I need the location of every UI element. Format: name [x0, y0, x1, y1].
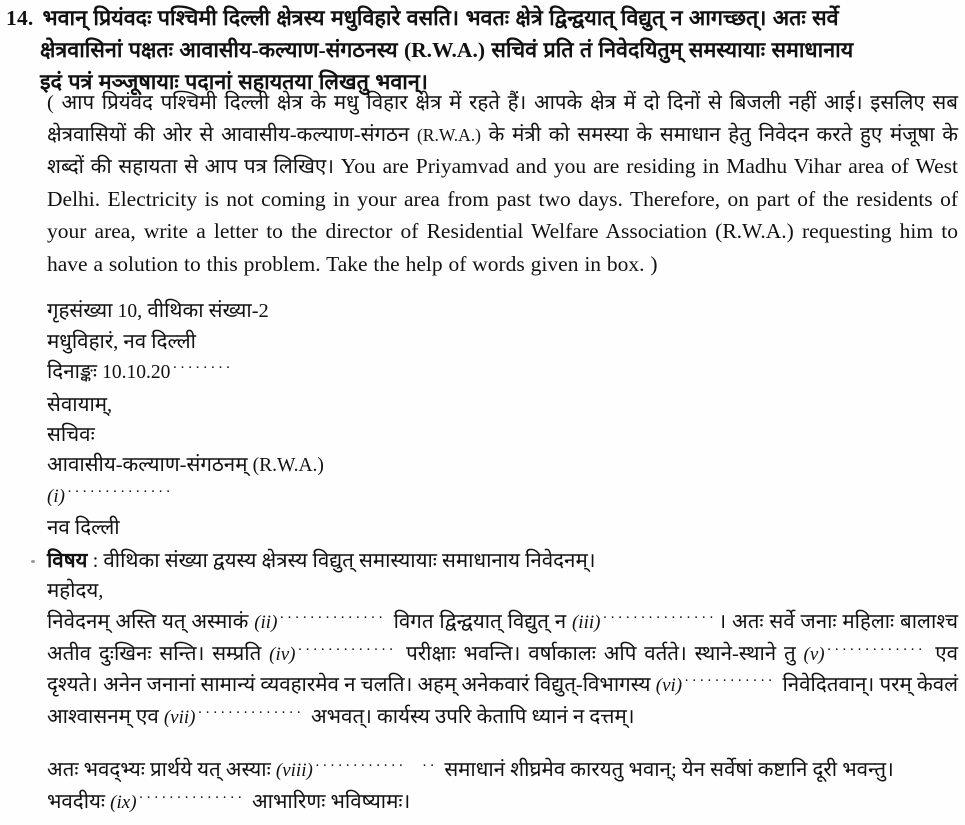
- question-first-line: [6, 2, 959, 34]
- question-block: [6, 2, 959, 98]
- blank-vii-label: (vii): [163, 706, 196, 728]
- blank-iv-label: (iv): [269, 643, 296, 665]
- blank-ii-label: (ii): [254, 612, 278, 633]
- blank-ix-label: (ix): [110, 792, 137, 813]
- letter-closing: [47, 755, 958, 819]
- closing-request-post: समाधानं शीघ्रमेव कारयतु भवान्; येन सर्वेषां कष्टानि दूरी भवन्तु।: [439, 759, 894, 781]
- rwa-abbreviation-hindi: (R.W.A.): [416, 124, 481, 145]
- blank-iii-dots: ···············: [602, 610, 717, 626]
- letter-body: [47, 296, 958, 606]
- body-segment-5: एव दृश्यते। अनेन जनानां सामान्यं व्यवहारमेव न चलति। अहम् अनेकवारं विद्युत्-विभागस्य: [47, 642, 958, 696]
- translation-paragraph: [47, 88, 958, 281]
- date-value: 10.10.20: [102, 362, 171, 384]
- recipient-organization: [47, 450, 958, 481]
- body-segment-1: निवेदनम् अस्ति यत् अस्माकं: [47, 611, 255, 633]
- sender-address-line-2: मधुविहारं, नव दिल्ली: [47, 331, 196, 354]
- blank-viii-extra-dots: ··: [421, 758, 438, 774]
- letter-main-paragraph: [47, 608, 958, 734]
- recipient-organization-name: आवासीय-कल्याण-संगठनम्: [47, 454, 253, 477]
- letter-salutation-to: सेवायाम्,: [47, 393, 113, 416]
- sign-off-line: [47, 787, 958, 819]
- question-number: 14.: [6, 6, 34, 30]
- blank-viii-dots: ············: [314, 758, 406, 774]
- blank-v-label: (v): [803, 643, 825, 665]
- sender-address-line-1: [47, 296, 958, 327]
- sanskrit-prompt-line-2b: सचिवं प्रति तं निवेदयितुम् समस्यायाः समाधानाय: [485, 38, 854, 62]
- house-number-value: 10: [117, 301, 138, 322]
- body-segment-3: । अतः सर्वे जनाः महिलाः बालाश्च अतीव दुःखिनः सन्ति। सम्प्रति: [47, 611, 958, 665]
- closing-request-pre: अतः भवद्भ्यः प्रार्थये यत् अस्याः: [47, 759, 276, 781]
- body-segment-4: परीक्षाः भवन्ति। वर्षाकालः अपि वर्तते। स्थाने-स्थाने तु: [398, 642, 804, 665]
- blank-iv-dots: ·············: [297, 641, 397, 658]
- recipient-role: सचिवः: [47, 423, 95, 446]
- blank-i-dots: ··············: [66, 484, 174, 501]
- sign-off-pre: भवदीयः: [47, 791, 111, 813]
- closing-request-line: [47, 755, 958, 787]
- blank-vi-label: (vi): [655, 675, 683, 696]
- body-segment-2: विगत द्विन्द्वयात् विद्युत् न: [387, 611, 572, 633]
- sanskrit-prompt-line-2a: क्षेत्रवासिनां पक्षतः आवासीय-कल्याण-संगठनस्य: [40, 38, 404, 62]
- subject-label: विषय: [47, 549, 88, 572]
- sanskrit-prompt-line-3: इदं पत्रं मञ्जूषायाः पदानां सहायतया लिखतु भवान्।: [40, 70, 428, 94]
- blank-ii-dots: ··············: [279, 610, 386, 626]
- body-segment-6: निवेदितवान्। परम् केवलं आश्वासनम् एव: [47, 674, 958, 728]
- hindi-translation-rest: के मंत्री को समस्या के समाधान हेतु निवेदन करते हुए मंजूषा के शब्दों की सहायता से आप पत्र लिखिए।: [47, 123, 959, 178]
- hindi-translation-open: ( आप प्रियंवद पश्चिमी दिल्ली क्षेत्र के मधु विहार क्षेत्र में रहते हैं। आपके क्षेत्र में दो दिनों से बिजली नहीं आई। इसलिए सब क्षेत्रवासियों की ओर से आवासीय-कल्याण-संगठन: [47, 92, 958, 146]
- blank-vii-dots: ··············: [197, 704, 304, 721]
- sign-off-post: आभारिणः भविष्यामः।: [246, 791, 411, 813]
- street-number: , वीथिका संख्या-2: [137, 300, 269, 322]
- date-line: [47, 357, 958, 389]
- subject-line: [47, 546, 958, 576]
- subject-text: वीथिका संख्या द्वयस्य क्षेत्रस्य विद्युत् समास्यायाः समाधानाय निवेदनम्।: [103, 549, 596, 572]
- sanskrit-prompt-line-2: [6, 34, 959, 66]
- blank-i-label: (i): [47, 486, 65, 508]
- blank-ix-dots: ··············: [138, 790, 245, 806]
- blank-vi-dots: ············: [684, 673, 776, 689]
- blank-v-dots: ·············: [826, 641, 926, 658]
- house-number-label: गृहसंख्या: [47, 300, 118, 322]
- blank-viii-label: (viii): [275, 760, 313, 781]
- subject-separator: :: [87, 549, 104, 572]
- rwa-abbreviation-recipient: (R.W.A.): [252, 455, 324, 477]
- sanskrit-prompt-line-1: भवान् प्रियंवदः पश्चिमी दिल्ली क्षेत्रस्य मधुविहारे वसति। भवतः क्षेत्रे द्विन्द्वयात् विद्युत् न आगच्छत्। अतः सर्वे: [42, 6, 839, 30]
- scan-speck: [31, 560, 35, 563]
- date-label: दिनाङ्कः: [47, 361, 103, 384]
- letter-greeting: महोदय,: [47, 579, 104, 602]
- body-segment-7: अभवत्। कार्यस्य उपरि केतापि ध्यानं न दत्तम्।: [305, 705, 635, 728]
- english-translation: You are Priyamvad and you are residing in Madhu Vihar area of West Delhi. Electricity is not coming in your area from past two days. Therefore, on part of the residents of your area, write a letter to the director of Residential Welfare Association (R.W.A.) requesting him to have a solution to this problem. Take the help of words given in box. ): [47, 154, 958, 276]
- date-trailing-dots: ········: [172, 360, 234, 377]
- blank-i-line: [47, 481, 958, 513]
- blank-iii-label: (iii): [571, 612, 601, 633]
- recipient-city: नव दिल्ली: [47, 517, 120, 540]
- rwa-abbreviation-sanskrit: (R.W.A.): [403, 38, 485, 62]
